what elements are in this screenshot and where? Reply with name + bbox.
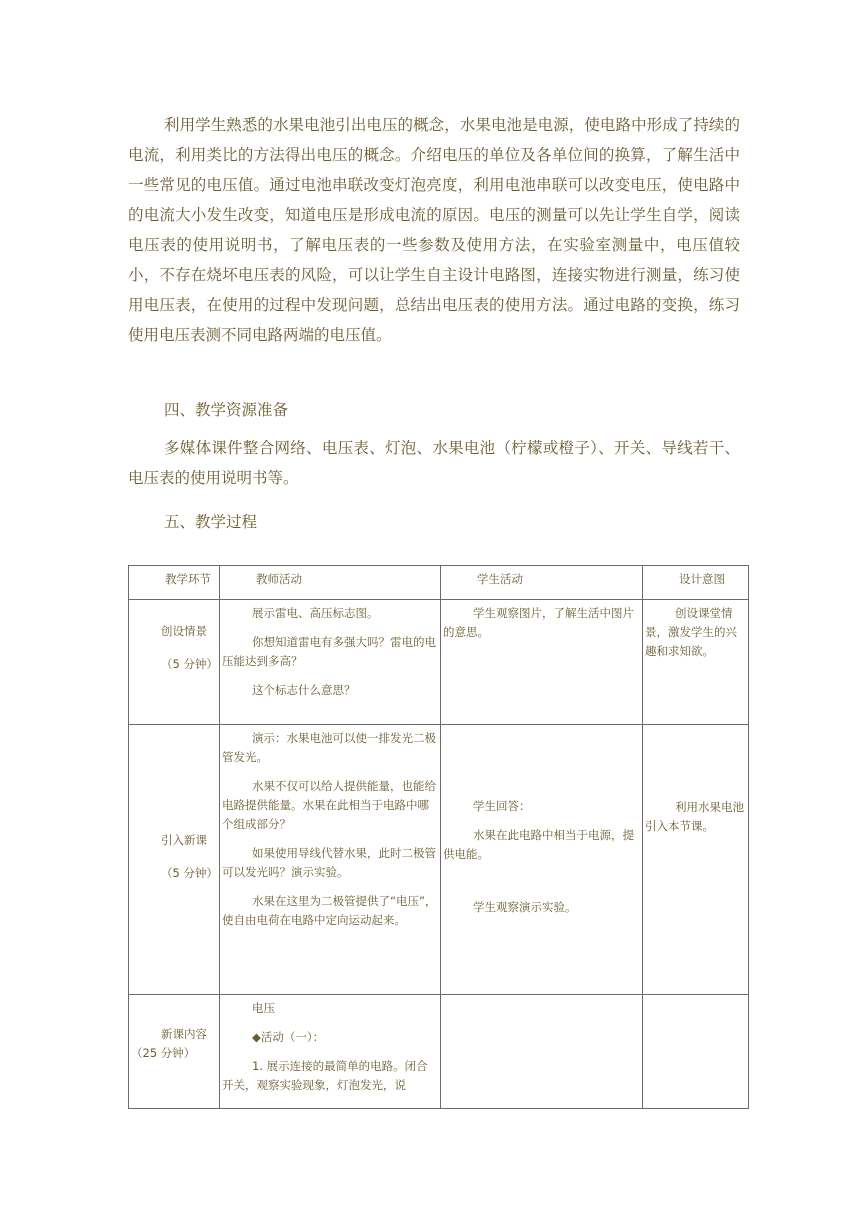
row-student: 学生回答： 水果在此电路中相当于电源，提供电能。 学生观察演示实验。 — [441, 725, 643, 995]
row-teacher: 电压 ◆活动（一）： 1. 展示连接的最简单的电路。闭合开关，观察实验现象，灯泡发光，说 — [220, 995, 441, 1109]
row-intent — [643, 995, 749, 1109]
row-teacher: 演示：水果电池可以使一排发光二极管发光。 水果不仅可以给人提供能量，也能给电路提供能量。水果在此相当于电路中哪个组成部分？ 如果使用导线代替水果，此时二极管可以发光吗？演示实验。 水果在这里为二极管提供了“电压”，使自由电荷在电路中定向运动起来。 — [220, 725, 441, 995]
section-heading-resources: 四、教学资源准备 — [164, 401, 289, 419]
row-student — [441, 995, 643, 1109]
row-intent: 创设课堂情景，激发学生的兴趣和求知欲。 — [643, 600, 749, 725]
paragraph-resources: 多媒体课件整合网络、电压表、灯泡、水果电池（柠檬或橙子）、开关、导线若干、电压表的使用说明书等。 — [128, 439, 740, 487]
row-teacher: 展示雷电、高压标志图。 你想知道雷电有多强大吗？雷电的电压能达到多高？ 这个标志什么意思？ — [220, 600, 441, 725]
table-header-row — [129, 566, 749, 600]
row-student: 学生观察图片，了解生活中图片的意思。 — [441, 600, 643, 725]
row-stage: 新课内容（25 分钟） — [129, 995, 220, 1109]
header-stage: 教学环节 — [129, 566, 220, 600]
table-row — [129, 725, 749, 995]
row-stage: 引入新课 （5 分钟） — [129, 725, 220, 995]
table-row — [129, 995, 749, 1109]
paragraph-strategy: 利用学生熟悉的水果电池引出电压的概念，水果电池是电源，使电路中形成了持续的电流，利用类比的方法得出电压的概念。介绍电压的单位及各单位间的换算，了解生活中一些常见的电压值。通过电池串联改变灯泡亮度，利用电池串联可以改变电压，使电路中的电流大小发生改变，知道电压是形成电流的原因。电压的测量可以先让学生自学，阅读电压表的使用说明书，了解电压表的一些参数及使用方法，在实验室测量中，电压值较小，不存在烧坏电压表的风险，可以让学生自主设计电路图，连接实物进行测量，练习使用电压表，在使用的过程中发现问题，总结出电压表的使用方法。通过电路的变换，练习使用电压表测不同电路两端的电压值。 — [128, 116, 740, 344]
header-teacher: 教师活动 — [220, 566, 441, 600]
header-intent: 设计意图 — [643, 566, 749, 600]
row-stage: 创设情景 （5 分钟） — [129, 600, 220, 725]
section-heading-process: 五、教学过程 — [164, 513, 258, 531]
table-row — [129, 600, 749, 725]
teaching-process-table — [128, 565, 749, 1109]
header-student: 学生活动 — [441, 566, 643, 600]
row-intent: 利用水果电池引入本节课。 — [643, 725, 749, 995]
